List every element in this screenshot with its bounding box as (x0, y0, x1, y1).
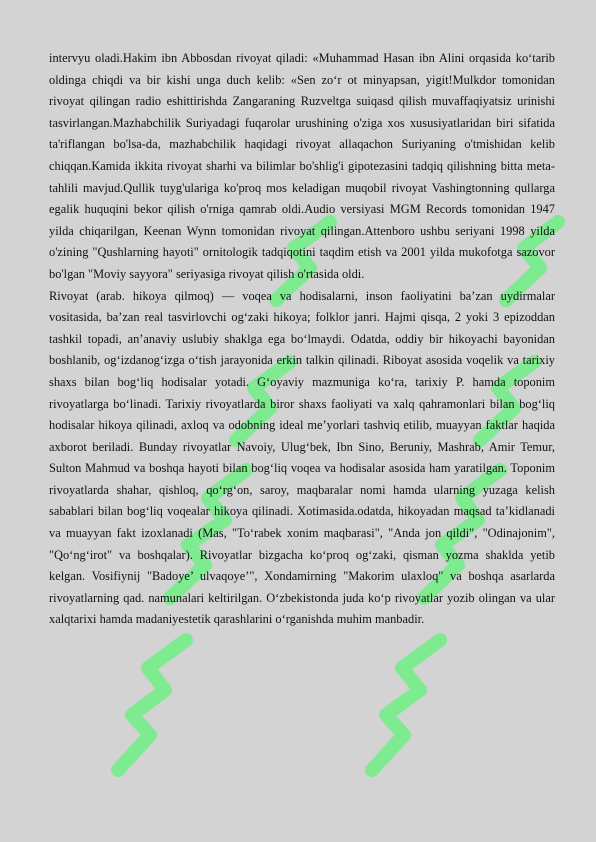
paragraph-rivoyat-definition: Rivoyat (arab. hikoya qilmoq) — voqea va hodisalarni, inson faoliyatini ba’zan uydirmalar vositasida, ba’zan real tasvirlovchi og‘zaki hikoya; folklor janri. Hajmi qisqa, 2 yoki 3 epizoddan tashkil topadi, an’anaviy uslubiy shaklga ega bo‘lmaydi. Odatda, oddiy bir hikoyachi bayonidan boshlanib, og‘izdanog‘izga o‘tish jarayonida erkin talkin qilinadi. Riboyat asosida voqelik va tarixiy shaxs bilan bog‘liq hodisalar yotadi. G‘oyaviy mazmuniga ko‘ra, tarixiy P. hamda toponim rivoyatlarga bo‘linadi. Tarixiy rivoyatlarda biror shaxs faoliyati va xalq qahramonlari bilan bog‘liq hodisalar hikoya qilinadi, axloq va odobning ideal me’yorlari tashviq etilib, muayyan faktlar haqida axborot beriladi. Bunday rivoyatlar Navoiy, Ulug‘bek, Ibn Sino, Beruniy, Mashrab, Amir Temur, Sulton Mahmud va boshqa hayoti bilan bog‘liq voqea va hodisalar asosida ham yaratilgan. Toponim rivoyatlarda shahar, qishloq, qo‘rg‘on, saroy, maqbaralar nomi hamda ularning yuzaga kelish sabablari bilan bog‘liq voqealar hikoya qilinadi. Xotimasida.odatda, hikoyadan maqsad ta’kidlanadi va muayyan fakt izoxlanadi (Mas, "To‘rabek xonim maqbarasi", "Anda jon qildi", "Odinajonim", "Qo‘ng‘irot" va boshqalar). Rivoyatlar bizgacha ko‘proq og‘zaki, qisman yozma shaklda yetib kelgan. Vosifiynij "Badoye’ ulvaqoye’", Xondamirning "Makorim ulaxloq" va boshqa asarlarda rivoyatlarning qad. namunalari keltirilgan. O‘zbekistonda juda ko‘p rivoyatlar yozib olingan va ular xalqtarixi hamda madaniyestetik qarashlarini o‘rganishda muhim manbadir. (49, 288, 555, 627)
document-body (49, 48, 555, 631)
watermark-stroke (118, 640, 186, 770)
watermark-stroke (372, 640, 440, 770)
paragraph-intro: intervyu oladi.Hakim ibn Abbosdan rivoyat qiladi: «Muhammad Hasan ibn Alini orqasida ko‘tarib oldinga chiqdi va bir kishi unga duch kelib: «Sen zo‘r ot minyapsan, yigit!Mulkdor tomonidan rivoyat qilingan radio eshittirishda Zangaraning Ruzveltga suiqasd qilish muvaffaqiyatsiz urinishi tasvirlangan.Mazhabchilik Suriyadagi fuqarolar urushining o'ziga xos xususiyatlaridan biri sifatida ta'riflangan bo'lsa-da, mazhabchilik haqidagi rivoyat allaqachon Suriyaning o'tmishidan kelib chiqqan.Kamida ikkita rivoyat sharhi va bilimlar bo'shlig'i gipotezasini tadqiq qilishning bitta meta-tahlili mavjud.Qullik tuyg'ulariga ko'proq mos keladigan muqobil rivoyat Vashingtonning qullarga egalik huquqini bekor qilish o'rniga qamrab oldi.Audio versiyasi MGM Records tomonidan 1947 yilda chiqarilgan, Keenan Wynn tomonidan rivoyat qilingan.Attenboro ushbu seriyani 1998 yilda o'zining "Qushlarning hayoti" ornitologik tadqiqotini taqdim etish va 2001 yilda mukofotga sazovor bo'lgan "Moviy sayyora" seriyasiga rivoyat qilish o'rtasida oldi. (49, 51, 555, 281)
